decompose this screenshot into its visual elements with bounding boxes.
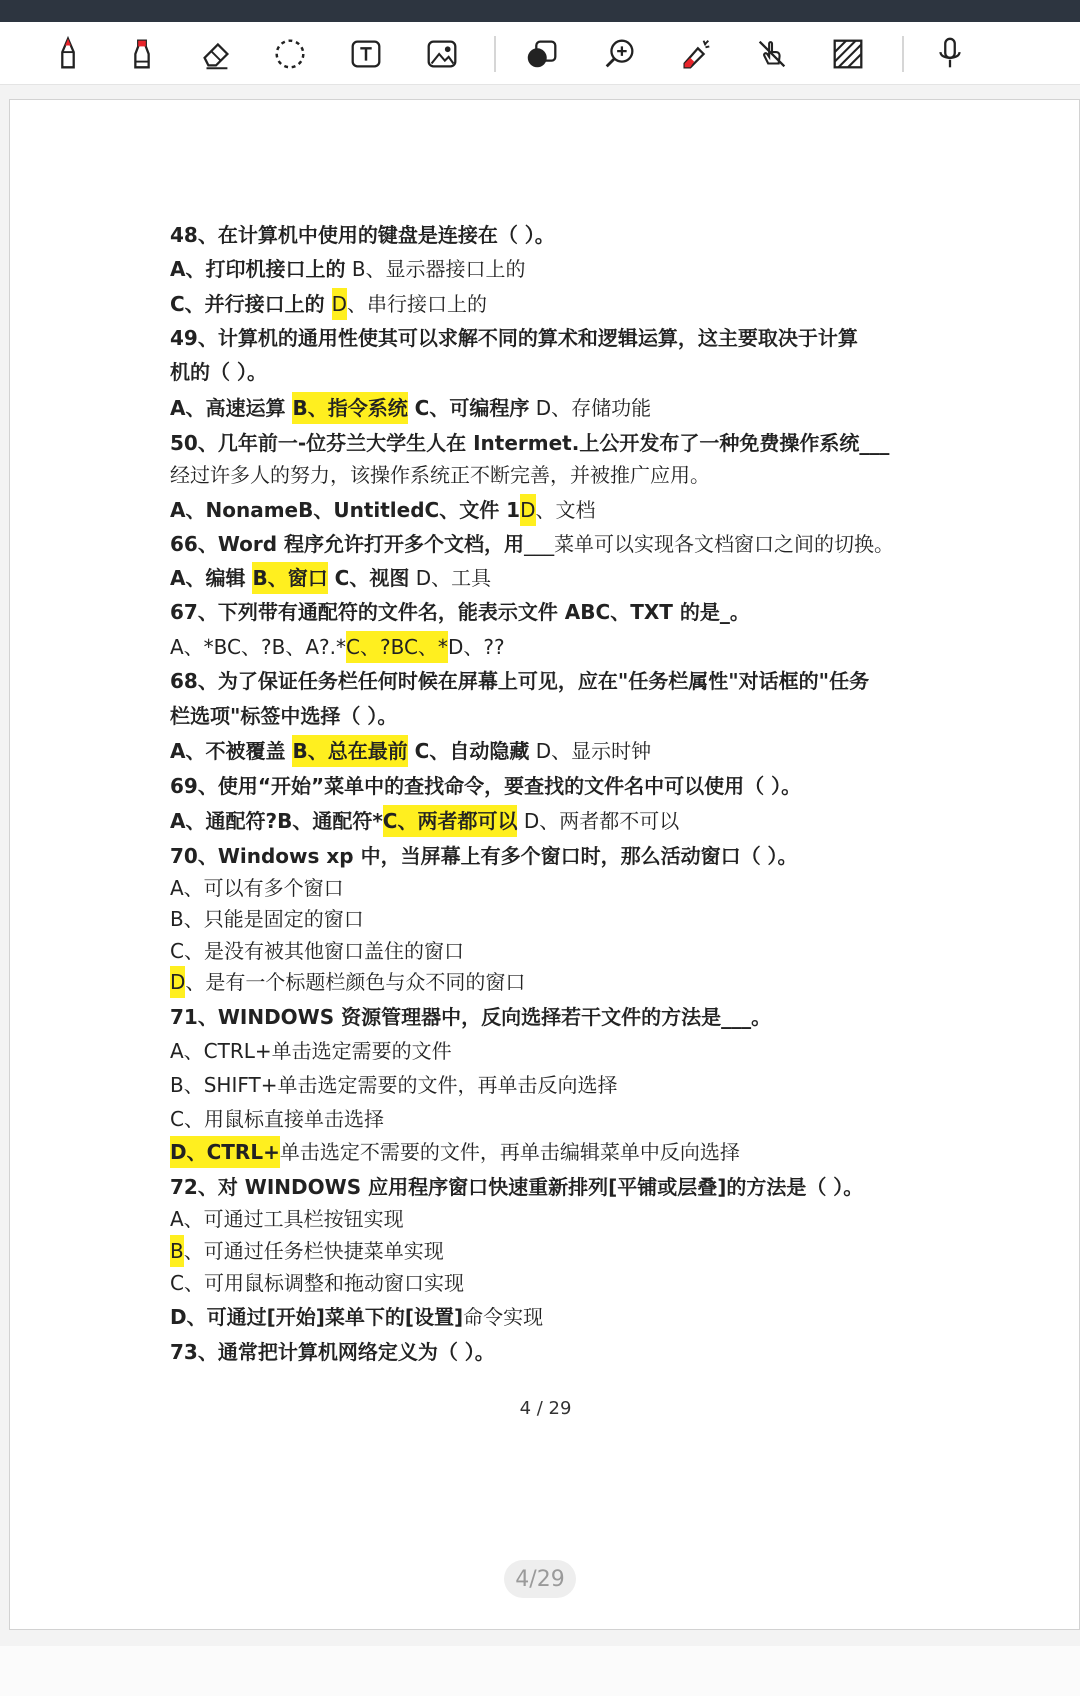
question-line-q72c — [170, 1268, 464, 1298]
question-line-q50a — [170, 495, 596, 525]
insert-image-tool-button[interactable] — [420, 32, 464, 76]
highlighted-text: C、?BC、* — [346, 631, 448, 663]
page-number-footer: 4 / 29 — [519, 1398, 572, 1419]
highlighter-tool-button[interactable] — [674, 32, 718, 76]
question-line-q49 — [170, 323, 858, 353]
text-segment: D、可通过[开始]菜单下的[设置] — [170, 1305, 464, 1329]
highlighted-text: D — [170, 966, 185, 998]
highlighted-text: B — [170, 1235, 184, 1267]
question-line-q68b — [170, 701, 397, 731]
lasso-select-icon — [271, 35, 309, 73]
text-segment: A、高速运算 — [170, 396, 293, 420]
question-line-q72a — [170, 1204, 404, 1234]
shape-tool-button[interactable] — [520, 32, 564, 76]
text-segment: 49、计算机的通用性使其可以求解不同的算术和逻辑运算，这主要取决于计算 — [170, 326, 858, 350]
system-status-bar — [0, 0, 1080, 22]
text-segment: C、视图 — [327, 566, 410, 590]
text-segment: B、只能是固定的窗口 — [170, 907, 364, 931]
question-line-q70c — [170, 936, 464, 966]
pen-icon — [49, 35, 87, 73]
question-line-q66 — [170, 529, 894, 559]
text-segment: C、并行接口上的 — [170, 292, 332, 316]
question-line-q50 — [170, 428, 889, 458]
highlighted-text: D — [520, 494, 535, 526]
text-segment: C、自动隐藏 — [407, 739, 530, 763]
question-line-q48a — [170, 254, 526, 284]
toolbar-divider — [494, 36, 496, 72]
question-line-q70a — [170, 873, 344, 903]
question-line-q69 — [170, 771, 801, 801]
question-line-q68 — [170, 666, 869, 696]
highlighted-text: B、指令系统 — [292, 392, 407, 424]
text-segment: 、是有一个标题栏颜色与众不同的窗口 — [185, 970, 526, 994]
text-segment: 、可通过任务栏快捷菜单实现 — [183, 1239, 444, 1263]
question-line-q71b — [170, 1070, 617, 1100]
next-page-edge — [0, 1646, 1080, 1696]
page-indicator[interactable]: 4/29 — [504, 1560, 576, 1598]
pattern-tool-button[interactable] — [826, 32, 870, 76]
question-line-q69a — [170, 806, 679, 836]
text-segment: D、显示时钟 — [529, 739, 652, 763]
question-line-q70 — [170, 841, 798, 871]
hatch-pattern-icon — [829, 35, 867, 73]
eraser-tool-button[interactable] — [194, 32, 238, 76]
highlighter-icon — [677, 35, 715, 73]
pen-tool-button[interactable] — [46, 32, 90, 76]
text-segment: B、显示器接口上的 — [345, 257, 526, 281]
question-line-q49a — [170, 393, 651, 423]
question-line-q71a — [170, 1036, 452, 1066]
text-segment: 、文档 — [535, 498, 596, 522]
text-segment: D、?? — [447, 635, 505, 659]
question-line-q67 — [170, 597, 750, 627]
marker-icon — [123, 35, 161, 73]
text-segment: 50、几年前一-位芬兰大学生人在 Intermet.上公开发布了一种免费操作系统___ — [170, 431, 890, 455]
text-segment: 68、为了保证任务栏任何时候在屏幕上可见，应在"任务栏属性"对话框的"任务 — [170, 669, 870, 693]
toolbar-divider — [902, 36, 904, 72]
text-segment: A、可通过工具栏按钮实现 — [170, 1207, 404, 1231]
text-segment: 71、WINDOWS 资源管理器中，反向选择若干文件的方法是___。 — [170, 1005, 772, 1029]
text-segment: 67、下列带有通配符的文件名，能表示文件 ABC、TXT 的是_。 — [170, 600, 750, 624]
question-line-q68a — [170, 736, 651, 766]
text-segment: 66、Word 程序允许打开多个文档，用 — [170, 532, 525, 556]
text-segment: ___菜单可以实现各文档窗口之间的切换。 — [524, 532, 895, 556]
question-line-q70d — [170, 967, 525, 997]
touch-off-icon — [753, 35, 791, 73]
question-line-q72d — [170, 1302, 543, 1332]
zoom-tool-button[interactable] — [598, 32, 642, 76]
text-segment: A、打印机接口上的 — [170, 257, 346, 281]
microphone-icon — [931, 35, 969, 73]
annotation-toolbar — [0, 22, 1080, 85]
highlighted-text: B、总在最前 — [292, 735, 407, 767]
text-segment: C、用鼠标直接单击选择 — [170, 1107, 384, 1131]
text-segment: D、两者都不可以 — [517, 809, 680, 833]
text-segment: D、工具 — [409, 566, 492, 590]
highlighted-text: D — [332, 288, 347, 320]
question-line-q67a — [170, 632, 505, 662]
text-segment: 72、对 WINDOWS 应用程序窗口快速重新排列[平铺或层叠]的方法是（ ）。 — [170, 1175, 864, 1199]
question-line-q48 — [170, 220, 555, 250]
question-line-q72 — [170, 1172, 863, 1202]
text-segment: 经过许多人的努力，该操作系统正不断完善，并被推广应用。 — [170, 463, 710, 487]
text-segment: 、串行接口上的 — [347, 292, 488, 316]
question-line-q71d — [170, 1137, 740, 1167]
text-segment: 48、在计算机中使用的键盘是连接在（ ）。 — [170, 223, 555, 247]
question-line-q73 — [170, 1337, 495, 1367]
text-segment: A、CTRL+单击选定需要的文件 — [170, 1039, 452, 1063]
text-segment: 73、通常把计算机网络定义为（ ）。 — [170, 1340, 495, 1364]
question-line-q71c — [170, 1104, 384, 1134]
text-segment: 命令实现 — [463, 1305, 544, 1329]
text-segment: A、编辑 — [170, 566, 253, 590]
text-segment: 单击选定不需要的文件，再单击编辑菜单中反向选择 — [279, 1140, 740, 1164]
highlighted-text: B、窗口 — [252, 562, 327, 594]
question-line-q70b — [170, 904, 364, 934]
text-segment: A、不被覆盖 — [170, 739, 293, 763]
question-line-q71 — [170, 1002, 771, 1032]
text-box-tool-button[interactable] — [344, 32, 388, 76]
highlighted-text: D、CTRL+ — [170, 1136, 280, 1168]
text-segment: A、通配符?B、通配符* — [170, 809, 383, 833]
text-box-icon — [347, 35, 385, 73]
text-segment: A、可以有多个窗口 — [170, 876, 344, 900]
eraser-icon — [197, 35, 235, 73]
microphone-tool-button[interactable] — [928, 32, 972, 76]
highlighted-text: C、两者都可以 — [383, 805, 518, 837]
text-segment: B、SHIFT+单击选定需要的文件，再单击反向选择 — [170, 1073, 618, 1097]
text-segment: C、可用鼠标调整和拖动窗口实现 — [170, 1271, 464, 1295]
text-segment: 70、Windows xp 中，当屏幕上有多个窗口时，那么活动窗口（ ）。 — [170, 844, 798, 868]
text-segment: C、可编程序 — [407, 396, 530, 420]
text-segment: 栏选项"标签中选择（ ）。 — [170, 704, 398, 728]
document-page[interactable] — [9, 99, 1080, 1630]
image-icon — [423, 35, 461, 73]
text-segment: 69、使用“开始”菜单中的查找命令，要查找的文件名中可以使用（ ）。 — [170, 774, 802, 798]
question-line-q50b — [170, 460, 710, 490]
question-line-q72b — [170, 1236, 444, 1266]
text-segment: D、存储功能 — [529, 396, 652, 420]
shape-icon — [523, 35, 561, 73]
touch-off-tool-button[interactable] — [750, 32, 794, 76]
lasso-select-tool-button[interactable] — [268, 32, 312, 76]
text-segment: 机的（ ）。 — [170, 360, 267, 384]
question-line-q48b — [170, 289, 487, 319]
zoom-in-icon — [601, 35, 639, 73]
question-line-q49b — [170, 357, 267, 387]
text-segment: A、NonameB、UntitledC、文件 1 — [170, 498, 521, 522]
question-line-q66a — [170, 563, 491, 593]
text-segment: C、是没有被其他窗口盖住的窗口 — [170, 939, 464, 963]
marker-tool-button[interactable] — [120, 32, 164, 76]
text-segment: A、*BC、?B、A?.* — [170, 635, 347, 659]
